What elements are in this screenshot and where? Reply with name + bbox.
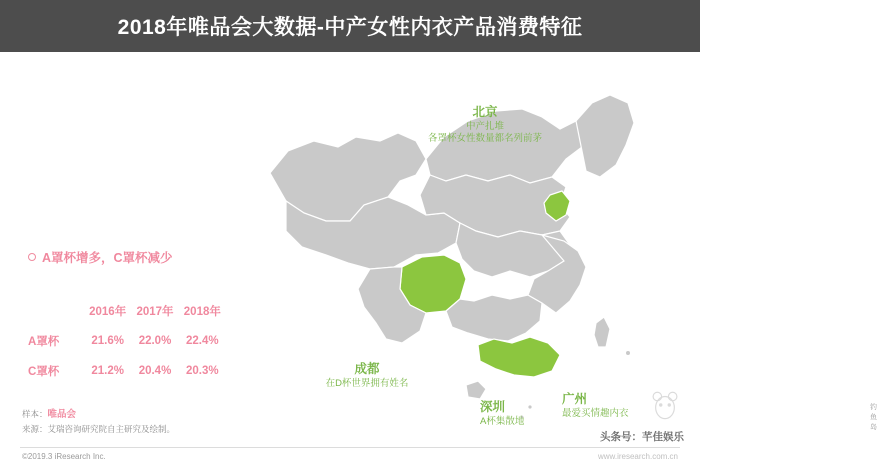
sample-value: 唯品会 xyxy=(47,409,77,420)
table-row xyxy=(26,326,226,356)
source-line: 来源：艾瑞咨询研究院自主研究及绘制。 xyxy=(22,423,176,434)
table-header-2016: 2016年 xyxy=(89,306,127,318)
footer-divider xyxy=(20,447,680,448)
table-header-blank xyxy=(26,296,84,326)
cell-c-2018: 20.3% xyxy=(186,365,219,377)
cup-size-table xyxy=(26,296,226,386)
insight-bullet-text: A罩杯增多，C罩杯减少 xyxy=(42,251,173,265)
page-title: 2018年唯品会大数据-中产女性内衣产品消费特征 xyxy=(117,16,583,39)
map-label-beijing-desc2: 各罩杯女性数量都名列前茅 xyxy=(427,132,542,144)
title-bar xyxy=(0,0,700,52)
region-hainan xyxy=(466,381,486,399)
region-south-central xyxy=(446,295,542,341)
map-label-beijing xyxy=(390,105,580,144)
region-guangdong-highlight xyxy=(478,337,560,377)
table-row xyxy=(26,356,226,386)
map-label-chengdu xyxy=(282,362,452,390)
table-header-row xyxy=(26,296,226,326)
map-label-beijing-desc1: 中产扎堆 xyxy=(465,120,504,132)
circle-bullet-icon xyxy=(28,253,36,261)
sample-line xyxy=(22,408,175,423)
cell-c-2017: 20.4% xyxy=(138,365,172,377)
footer-notes xyxy=(22,408,175,436)
panda-logo-icon xyxy=(648,388,682,422)
map-label-chengdu-desc1: 在D杯世界拥有姓名 xyxy=(325,377,409,389)
cell-a-2016: 21.6% xyxy=(91,335,124,347)
map-label-guangzhou-desc1: 最爱买情趣内衣 xyxy=(562,407,629,419)
watermark-text: 头条号：芊佳娱乐 xyxy=(600,431,684,443)
cell-a-2017: 22.0% xyxy=(138,335,172,347)
map-label-shenzhen-city: 深圳 xyxy=(480,400,506,414)
map-label-guangzhou-city: 广州 xyxy=(562,392,588,406)
cell-a-2018: 22.4% xyxy=(186,335,219,347)
region-northeast xyxy=(576,95,634,177)
map-label-shenzhen xyxy=(480,400,572,428)
map-label-chengdu-city: 成都 xyxy=(354,362,380,376)
site-url: www.iresearch.com.cn xyxy=(597,452,678,461)
map-label-shenzhen-desc1: A杯集散地 xyxy=(480,415,525,427)
copyright-text: ©2019.3 iResearch Inc. xyxy=(22,452,106,461)
table-row-label-a: A罩杯 xyxy=(28,336,60,348)
table-header-2018: 2018年 xyxy=(183,306,221,318)
map-label-beijing-city: 北京 xyxy=(472,105,498,119)
cell-c-2016: 21.2% xyxy=(91,365,124,377)
islands-note: 钓鱼岛 xyxy=(870,404,877,431)
island-dot xyxy=(626,351,630,355)
table-header-2017: 2017年 xyxy=(136,306,174,318)
table-row-label-c: C罩杯 xyxy=(28,366,60,378)
insight-bullet xyxy=(28,248,173,266)
sample-label: 样本： xyxy=(22,409,48,419)
region-taiwan xyxy=(594,317,610,347)
